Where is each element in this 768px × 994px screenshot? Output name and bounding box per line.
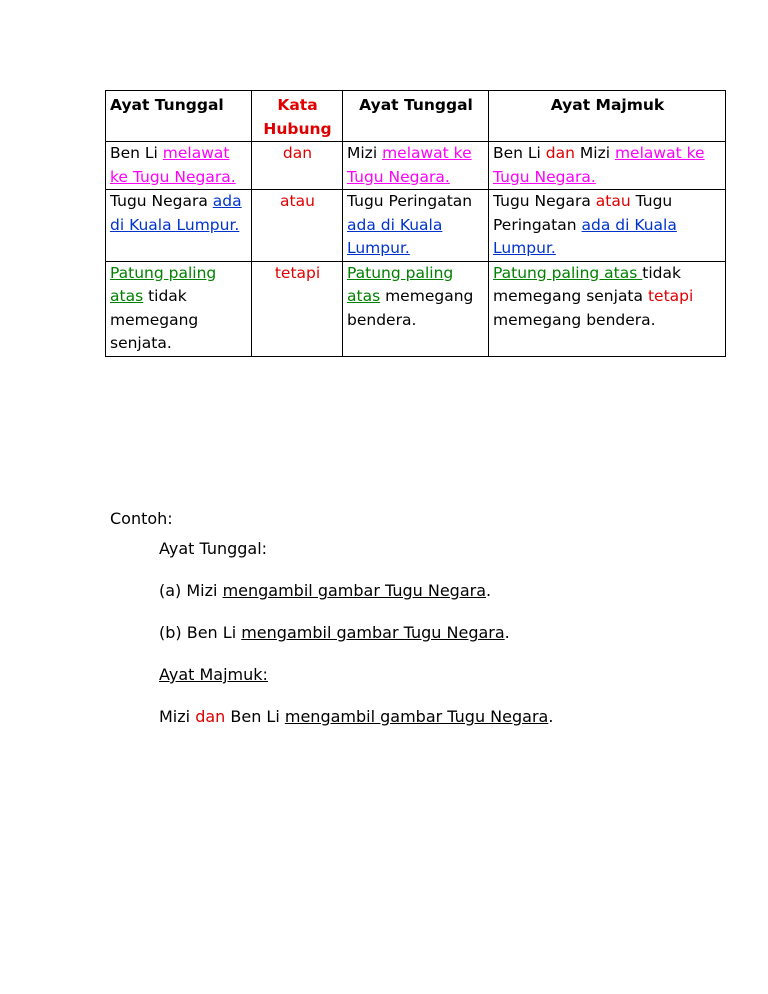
- row3-m-clause1: tidak memegang senjata: [493, 263, 681, 305]
- row3-single-sentence-a: [106, 261, 252, 356]
- row2-single-sentence-b: [343, 190, 489, 262]
- row2-m-subject1: Tugu Negara: [493, 192, 596, 210]
- example-sentence-a: [159, 580, 491, 602]
- row2-b-predicate: ada di Kuala Lumpur.: [347, 215, 443, 257]
- row1-a-subject: Ben Li: [110, 144, 163, 162]
- row1-m-subject2: Mizi: [574, 144, 615, 162]
- row3-single-sentence-b: [343, 261, 489, 356]
- row3-b-predicate: memegang bendera.: [347, 287, 474, 329]
- row1-m-subject1: Ben Li: [493, 144, 546, 162]
- row2-m-subject2: Tugu Peringatan: [493, 192, 673, 234]
- row2-single-sentence-a: [106, 190, 252, 262]
- single-sentence-label: Ayat Tunggal:: [159, 539, 268, 558]
- example-compound-sentence: [159, 706, 553, 728]
- row1-compound-sentence: [489, 142, 726, 190]
- example-m-predicate: mengambil gambar Tugu Negara: [284, 707, 549, 726]
- row3-a-predicate: tidak memegang senjata.: [110, 287, 199, 352]
- row1-b-predicate: melawat ke Tugu Negara.: [347, 144, 472, 186]
- header-ayat-majmuk: Ayat Majmuk: [489, 91, 726, 142]
- row1-single-sentence-a: [106, 142, 252, 190]
- example-m-conjunction: dan: [195, 707, 226, 726]
- example-b-predicate: mengambil gambar Tugu Negara: [241, 623, 505, 642]
- row3-compound-sentence: [489, 261, 726, 356]
- example-m-end: .: [548, 707, 554, 726]
- row2-m-conjunction: atau: [595, 192, 631, 210]
- row1-m-conjunction: dan: [545, 144, 575, 162]
- table-header-row: [106, 91, 726, 142]
- example-a-end: .: [486, 581, 492, 600]
- header-kata: Kata: [277, 96, 318, 114]
- row1-b-subject: Mizi: [347, 144, 383, 162]
- table-row: [106, 142, 726, 190]
- row1-single-sentence-b: [343, 142, 489, 190]
- compound-sentence-label: Ayat Majmuk:: [159, 665, 268, 684]
- row2-a-predicate: ada di Kuala Lumpur.: [110, 192, 242, 234]
- row2-b-subject: Tugu Peringatan: [347, 192, 473, 210]
- row1-conjunction: dan: [252, 142, 343, 190]
- sentence-table: [105, 90, 726, 357]
- row3-b-subject: Patung paling atas: [347, 263, 454, 305]
- example-m-subject1: Mizi: [159, 707, 196, 726]
- row3-m-conjunction: tetapi: [647, 287, 694, 305]
- header-ayat-tunggal-1: Ayat Tunggal: [106, 91, 252, 142]
- row2-a-subject: Tugu Negara: [110, 192, 213, 210]
- row3-a-subject: Patung paling atas: [110, 263, 217, 305]
- example-a-predicate: mengambil gambar Tugu Negara: [222, 581, 487, 600]
- row1-m-predicate: melawat ke Tugu Negara.: [493, 144, 705, 186]
- row3-m-subject: Patung paling atas: [493, 263, 643, 282]
- row2-m-predicate: ada di Kuala Lumpur.: [493, 215, 677, 257]
- header-hubung: Hubung: [263, 119, 332, 138]
- table-row: [106, 261, 726, 356]
- row1-a-predicate: melawat ke Tugu Negara.: [110, 144, 236, 186]
- row3-conjunction: tetapi: [252, 261, 343, 356]
- example-heading: Contoh:: [110, 509, 173, 528]
- example-m-subject2: Ben Li: [225, 707, 285, 726]
- example-b-end: .: [504, 623, 510, 642]
- header-ayat-tunggal-2: Ayat Tunggal: [343, 91, 489, 142]
- example-b-subject: (b) Ben Li: [159, 623, 242, 642]
- header-kata-hubung: [252, 91, 343, 142]
- row2-conjunction: atau: [252, 190, 343, 262]
- table-row: [106, 190, 726, 262]
- row3-m-clause2: memegang bendera.: [493, 310, 656, 329]
- example-a-subject: (a) Mizi: [159, 581, 223, 600]
- row2-compound-sentence: [489, 190, 726, 262]
- example-sentence-b: [159, 622, 510, 644]
